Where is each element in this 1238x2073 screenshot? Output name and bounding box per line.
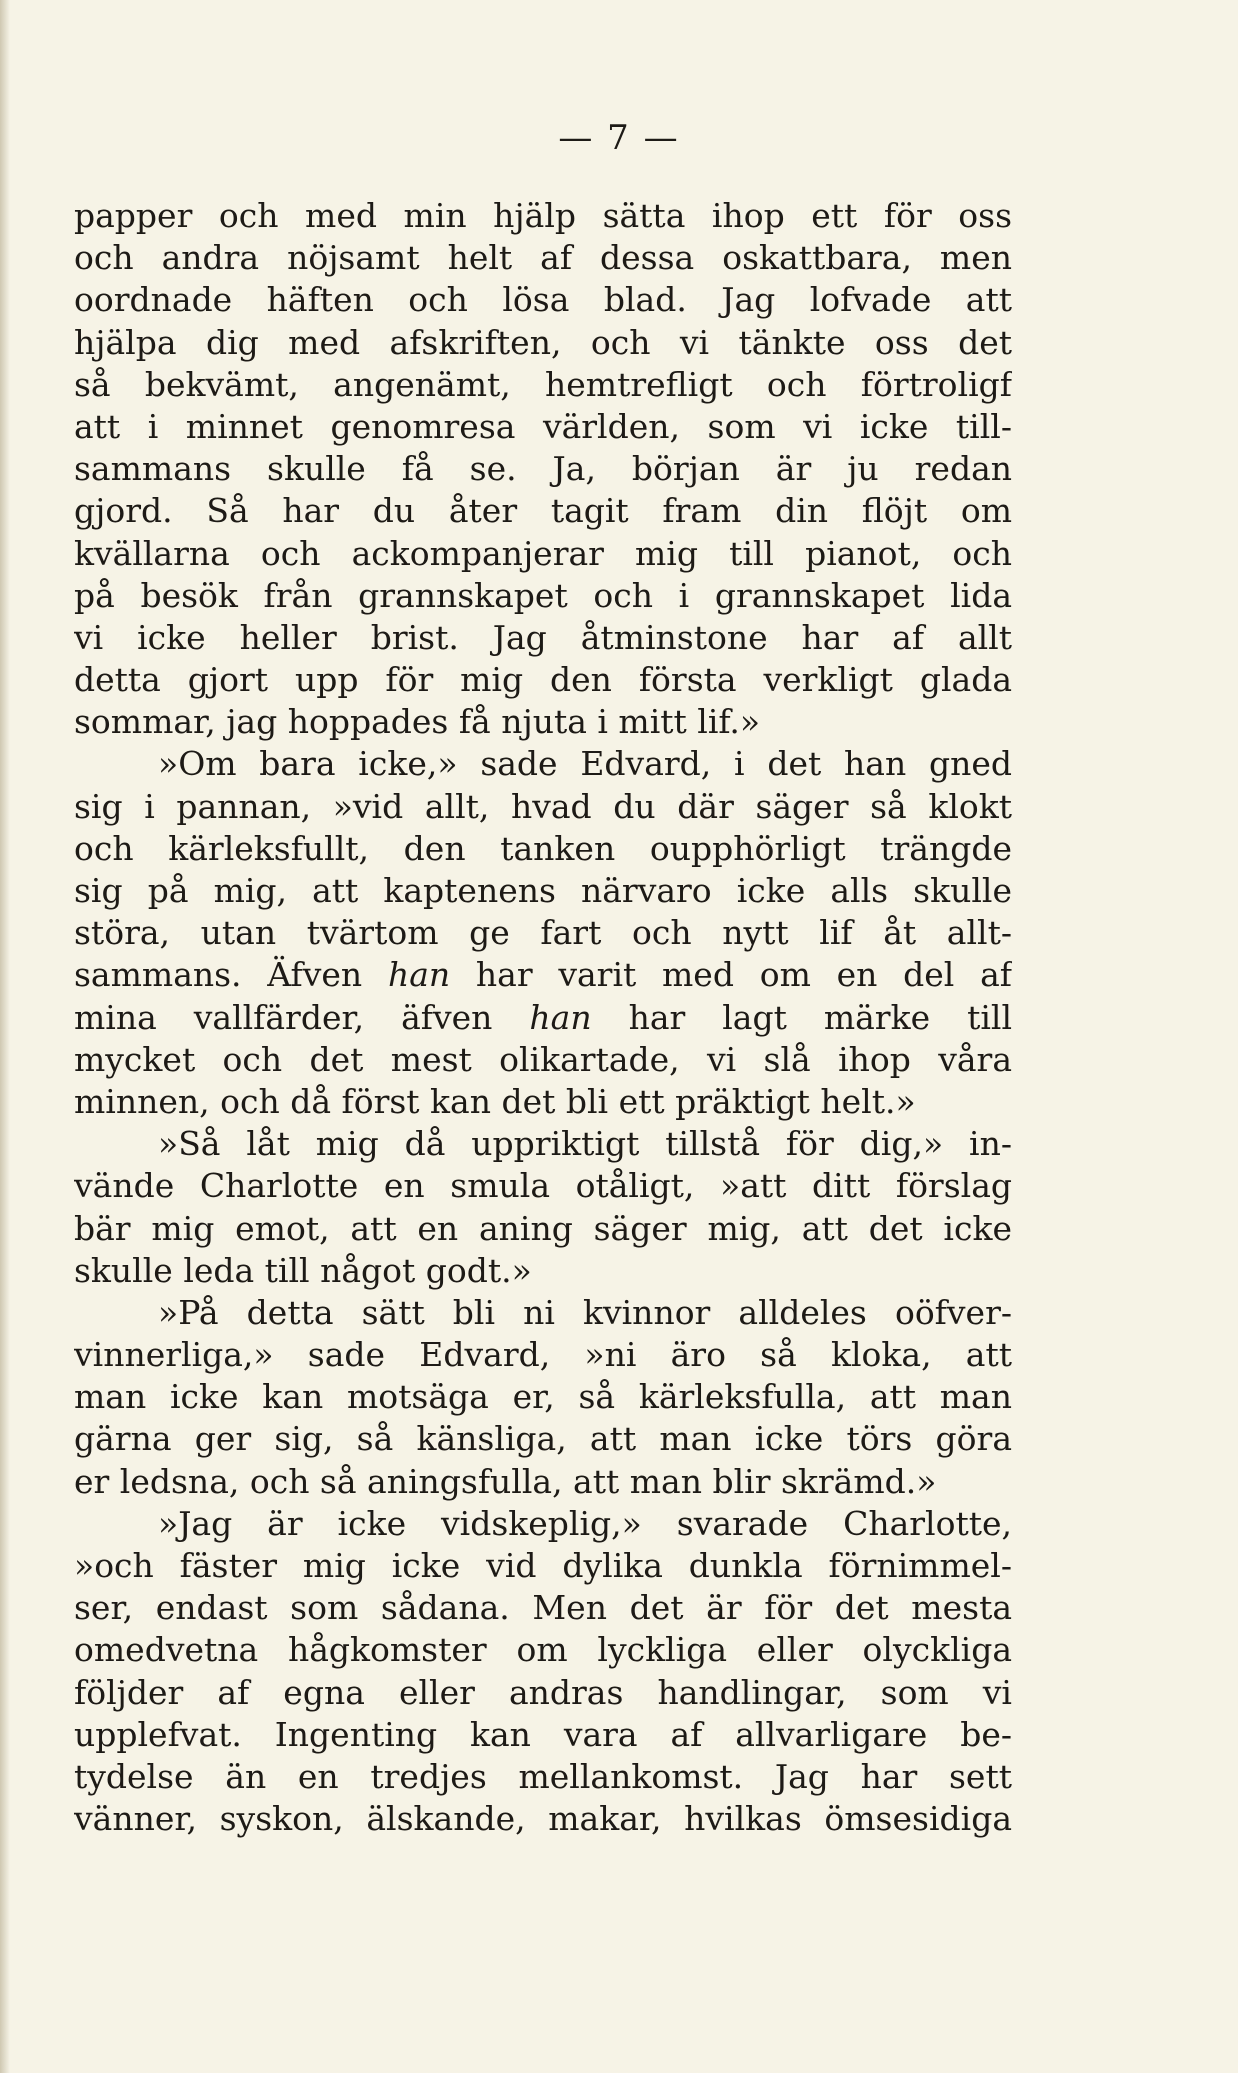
- text-line: oordnade häften och lösa blad. Jag lofvade att: [74, 280, 1012, 320]
- text-line: och kärleksfullt, den tanken oupphörligt trängde: [74, 828, 1012, 868]
- text-line: vände Charlotte en smula otåligt, »att ditt förslag: [74, 1166, 1012, 1206]
- text-line: och andra nöjsamt helt af dessa oskattbara, men: [74, 238, 1012, 278]
- text-line: detta gjort upp för mig den första verkligt glada: [74, 660, 1012, 700]
- text-line: gärna ger sig, så känsliga, att man icke törs göra: [74, 1419, 1012, 1459]
- text-line: sig i pannan, »vid allt, hvad du där säger så klokt: [74, 786, 1012, 826]
- text-line: ser, endast som sådana. Men det är för det mesta: [74, 1588, 1012, 1628]
- paragraph-start-line: »På detta sätt bli ni kvinnor alldeles oöfver-: [158, 1292, 1012, 1332]
- italic-text: han: [529, 997, 592, 1037]
- text-line: vi icke heller brist. Jag åtminstone har af allt: [74, 617, 1012, 657]
- text-line: på besök från grannskapet och i grannskapet lida: [74, 575, 1012, 615]
- text-line: [74, 954, 1012, 996]
- page-edge-shadow: [0, 0, 10, 2073]
- paragraph-end-line: skulle leda till något godt.»: [74, 1250, 532, 1290]
- text-segment: har lagt märke till: [591, 997, 1012, 1037]
- text-line: så bekvämt, angenämt, hemtrefligt och förtroligf: [74, 364, 1012, 404]
- page-number: — 7 —: [558, 118, 680, 158]
- paragraph-end-line: minnen, och då först kan det bli ett präktigt helt.»: [74, 1081, 916, 1121]
- text-line: följder af egna eller andras handlingar, som vi: [74, 1672, 1012, 1712]
- text-segment: har varit med om en del af: [450, 955, 1012, 995]
- italic-text: han: [387, 955, 451, 995]
- paragraph-end-line: sommar, jag hoppades få njuta i mitt lif.»: [74, 702, 761, 742]
- text-line: papper och med min hjälp sätta ihop ett för oss: [74, 196, 1012, 235]
- paragraph-start-line: »Jag är icke vidskeplig,» svarade Charlotte,: [158, 1503, 1012, 1543]
- text-line: att i minnet genomresa världen, som vi icke till-: [74, 406, 1012, 446]
- paragraph-start-line: »Om bara icke,» sade Edvard, i det han gned: [158, 744, 1012, 784]
- text-line: sammans skulle få se. Ja, början är ju redan: [74, 449, 1012, 489]
- text-line: störa, utan tvärtom ge fart och nytt lif åt allt-: [74, 913, 1012, 953]
- text-line: vänner, syskon, älskande, makar, hvilkas ömsesidiga: [74, 1799, 1012, 1839]
- paragraph-start-line: »Så låt mig då uppriktigt tillstå för dig,» in-: [158, 1124, 1012, 1164]
- text-line: omedvetna hågkomster om lyckliga eller olyckliga: [74, 1630, 1012, 1670]
- text-line: [74, 997, 1012, 1039]
- text-line: sig på mig, att kaptenens närvaro icke alls skulle: [74, 871, 1012, 910]
- text-segment: sammans. Äfven: [74, 955, 388, 995]
- text-line: tydelse än en tredjes mellankomst. Jag har sett: [74, 1756, 1012, 1796]
- text-segment: mina vallfärder, äfven: [74, 997, 530, 1037]
- text-line: bär mig emot, att en aning säger mig, att det icke: [74, 1208, 1012, 1248]
- text-line: vinnerliga,» sade Edvard, »ni äro så kloka, att: [74, 1335, 1012, 1375]
- text-line: kvällarna och ackompanjerar mig till pianot, och: [74, 533, 1012, 573]
- text-line: hjälpa dig med afskriften, och vi tänkte oss det: [74, 322, 1012, 362]
- text-line: mycket och det mest olikartade, vi slå ihop våra: [74, 1039, 1012, 1079]
- text-line: man icke kan motsäga er, så kärleksfulla, att man: [74, 1377, 1012, 1417]
- body-text: [74, 195, 1012, 1840]
- text-line: »och fäster mig icke vid dylika dunkla förnimmel-: [74, 1546, 1012, 1585]
- text-line: gjord. Så har du åter tagit fram din flöjt om: [74, 491, 1012, 531]
- text-line: upplefvat. Ingenting kan vara af allvarligare be-: [74, 1714, 1012, 1754]
- paragraph-end-line: er ledsna, och så aningsfulla, att man blir skrämd.»: [74, 1461, 937, 1501]
